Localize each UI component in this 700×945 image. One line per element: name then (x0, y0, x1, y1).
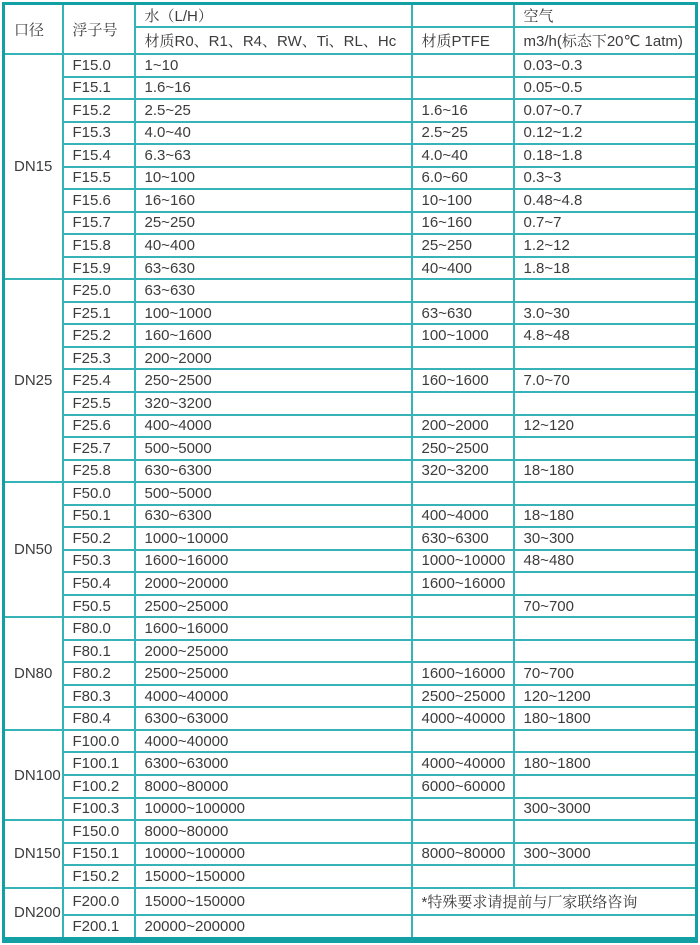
cell-float-no: F15.5 (63, 167, 135, 190)
cell-air: 180~1800 (514, 752, 697, 775)
cell-float-no: F15.9 (63, 257, 135, 280)
cell-water-metal: 1.6~16 (135, 77, 412, 100)
table-row (4, 888, 697, 915)
cell-water-metal: 10000~100000 (135, 798, 412, 821)
cell-water-ptfe: 1600~16000 (412, 662, 514, 685)
table-row (4, 685, 697, 708)
cell-air (514, 279, 697, 302)
cell-air (514, 347, 697, 370)
cell-water-ptfe: 250~2500 (412, 437, 514, 460)
cell-float-no: F15.2 (63, 99, 135, 122)
cell-water-ptfe: 400~4000 (412, 505, 514, 528)
cell-air: 300~3000 (514, 843, 697, 866)
table-row (4, 730, 697, 753)
cell-water-metal: 2000~20000 (135, 572, 412, 595)
cell-water-ptfe (412, 482, 514, 505)
cell-float-no: F100.2 (63, 775, 135, 798)
flowmeter-spec-table (2, 2, 698, 943)
table-row (4, 54, 697, 77)
cell-water-metal: 8000~80000 (135, 820, 412, 843)
cell-float-no: F80.0 (63, 617, 135, 640)
cell-water-ptfe: 63~630 (412, 302, 514, 325)
cell-float-no: F25.5 (63, 392, 135, 415)
cell-diameter: DN50 (4, 482, 63, 617)
cell-water-metal: 6.3~63 (135, 144, 412, 167)
cell-water-ptfe: 16~160 (412, 212, 514, 235)
header-water-ptfe: 材质PTFE (412, 27, 514, 54)
cell-water-ptfe: 2500~25000 (412, 685, 514, 708)
cell-float-no: F150.0 (63, 820, 135, 843)
header-air: 空气 (514, 4, 697, 28)
cell-float-no: F25.3 (63, 347, 135, 370)
cell-water-metal: 630~6300 (135, 505, 412, 528)
header-diameter: 口径 (4, 4, 63, 55)
table-row (4, 212, 697, 235)
cell-float-no: F50.4 (63, 572, 135, 595)
cell-air: 48~480 (514, 550, 697, 573)
cell-float-no: F80.2 (63, 662, 135, 685)
table-row (4, 77, 697, 100)
cell-water-ptfe (412, 617, 514, 640)
cell-diameter: DN200 (4, 888, 63, 940)
cell-water-metal: 6300~63000 (135, 707, 412, 730)
header-water: 水（L/H） (135, 4, 412, 28)
table-row (4, 302, 697, 325)
table-row (4, 369, 697, 392)
cell-water-metal: 15000~150000 (135, 865, 412, 888)
cell-air: 180~1800 (514, 707, 697, 730)
cell-float-no: F150.2 (63, 865, 135, 888)
cell-air: 12~120 (514, 415, 697, 438)
cell-air (514, 640, 697, 663)
cell-air (514, 820, 697, 843)
cell-air: 0.05~0.5 (514, 77, 697, 100)
cell-water-ptfe: 100~1000 (412, 324, 514, 347)
cell-water-metal: 4000~40000 (135, 730, 412, 753)
table-row (4, 527, 697, 550)
cell-water-ptfe (412, 640, 514, 663)
table-row (4, 798, 697, 821)
cell-air (514, 617, 697, 640)
cell-water-metal: 25~250 (135, 212, 412, 235)
cell-float-no: F15.0 (63, 54, 135, 77)
cell-float-no: F25.8 (63, 460, 135, 483)
cell-water-ptfe: 25~250 (412, 234, 514, 257)
cell-water-metal: 320~3200 (135, 392, 412, 415)
cell-air (514, 572, 697, 595)
table-row (4, 820, 697, 843)
cell-air (514, 730, 697, 753)
header-air-unit: m3/h(标态下20℃ 1atm) (514, 27, 697, 54)
cell-air: 0.18~1.8 (514, 144, 697, 167)
cell-air: 70~700 (514, 595, 697, 618)
cell-water-ptfe: 4000~40000 (412, 707, 514, 730)
table-row (4, 324, 697, 347)
cell-water-ptfe (412, 865, 514, 888)
cell-float-no: F80.3 (63, 685, 135, 708)
table-row (4, 257, 697, 280)
cell-water-ptfe: 1600~16000 (412, 572, 514, 595)
cell-air (514, 482, 697, 505)
cell-water-metal: 500~5000 (135, 482, 412, 505)
cell-float-no: F15.1 (63, 77, 135, 100)
table-row (4, 707, 697, 730)
cell-water-ptfe: 160~1600 (412, 369, 514, 392)
table-row (4, 843, 697, 866)
cell-water-metal: 15000~150000 (135, 888, 412, 915)
cell-air: 0.48~4.8 (514, 189, 697, 212)
cell-air: 1.8~18 (514, 257, 697, 280)
cell-water-ptfe (412, 798, 514, 821)
cell-water-ptfe (412, 392, 514, 415)
cell-diameter: DN25 (4, 279, 63, 482)
cell-water-ptfe: 8000~80000 (412, 843, 514, 866)
cell-float-no: F200.0 (63, 888, 135, 915)
cell-air: 0.03~0.3 (514, 54, 697, 77)
cell-note: *特殊要求请提前与厂家联络咨询 (412, 888, 697, 915)
cell-water-ptfe: 40~400 (412, 257, 514, 280)
cell-float-no: F25.0 (63, 279, 135, 302)
table-row (4, 915, 697, 940)
cell-water-ptfe: 320~3200 (412, 460, 514, 483)
cell-water-metal: 1000~10000 (135, 527, 412, 550)
cell-water-ptfe: 6000~60000 (412, 775, 514, 798)
cell-air: 7.0~70 (514, 369, 697, 392)
cell-water-ptfe (412, 347, 514, 370)
cell-float-no: F100.0 (63, 730, 135, 753)
cell-water-metal: 10000~100000 (135, 843, 412, 866)
cell-water-ptfe: 1.6~16 (412, 99, 514, 122)
cell-float-no: F150.1 (63, 843, 135, 866)
cell-float-no: F50.5 (63, 595, 135, 618)
cell-air: 30~300 (514, 527, 697, 550)
cell-water-metal: 6300~63000 (135, 752, 412, 775)
cell-diameter: DN100 (4, 730, 63, 820)
table-header (4, 4, 697, 55)
cell-float-no: F25.1 (63, 302, 135, 325)
table-row (4, 122, 697, 145)
table-row (4, 865, 697, 888)
cell-float-no: F80.1 (63, 640, 135, 663)
cell-water-ptfe (412, 279, 514, 302)
cell-air: 0.07~0.7 (514, 99, 697, 122)
table-row (4, 347, 697, 370)
table-row (4, 775, 697, 798)
cell-float-no: F15.3 (63, 122, 135, 145)
cell-water-metal: 20000~200000 (135, 915, 412, 940)
cell-diameter: DN80 (4, 617, 63, 730)
table-row (4, 279, 697, 302)
cell-water-ptfe: 200~2000 (412, 415, 514, 438)
cell-water-metal: 400~4000 (135, 415, 412, 438)
cell-water-ptfe: 1000~10000 (412, 550, 514, 573)
cell-water-ptfe: 4000~40000 (412, 752, 514, 775)
cell-air: 0.7~7 (514, 212, 697, 235)
cell-water-metal: 2500~25000 (135, 662, 412, 685)
header-water-metal: 材质R0、R1、R4、RW、Ti、RL、Hc (135, 27, 412, 54)
cell-air (514, 392, 697, 415)
table-body (4, 54, 697, 940)
cell-diameter: DN15 (4, 54, 63, 279)
cell-water-metal: 2500~25000 (135, 595, 412, 618)
cell-water-metal: 40~400 (135, 234, 412, 257)
cell-air: 120~1200 (514, 685, 697, 708)
cell-water-metal: 1600~16000 (135, 617, 412, 640)
cell-water-metal: 1600~16000 (135, 550, 412, 573)
table-row (4, 572, 697, 595)
cell-water-ptfe: 2.5~25 (412, 122, 514, 145)
header-row-1 (4, 4, 697, 28)
cell-float-no: F50.3 (63, 550, 135, 573)
table-row (4, 437, 697, 460)
cell-water-ptfe (412, 595, 514, 618)
cell-water-metal: 500~5000 (135, 437, 412, 460)
cell-water-metal: 8000~80000 (135, 775, 412, 798)
table-row (4, 167, 697, 190)
cell-water-ptfe (412, 77, 514, 100)
cell-float-no: F25.7 (63, 437, 135, 460)
cell-water-ptfe: 10~100 (412, 189, 514, 212)
cell-air: 0.12~1.2 (514, 122, 697, 145)
cell-diameter: DN150 (4, 820, 63, 888)
table-row (4, 640, 697, 663)
table-row (4, 550, 697, 573)
table-row (4, 99, 697, 122)
cell-water-metal: 16~160 (135, 189, 412, 212)
table-row (4, 505, 697, 528)
table-row (4, 234, 697, 257)
header-water-spacer (412, 4, 514, 28)
table-row (4, 189, 697, 212)
cell-float-no: F80.4 (63, 707, 135, 730)
cell-float-no: F25.2 (63, 324, 135, 347)
table-row (4, 595, 697, 618)
cell-float-no: F50.2 (63, 527, 135, 550)
cell-float-no: F100.1 (63, 752, 135, 775)
cell-air (514, 865, 697, 888)
cell-water-metal: 200~2000 (135, 347, 412, 370)
cell-air: 18~180 (514, 505, 697, 528)
table-row (4, 460, 697, 483)
table-row (4, 752, 697, 775)
cell-water-ptfe (412, 730, 514, 753)
table-row (4, 617, 697, 640)
cell-water-metal: 2000~25000 (135, 640, 412, 663)
cell-float-no: F25.6 (63, 415, 135, 438)
table-row (4, 482, 697, 505)
cell-air: 70~700 (514, 662, 697, 685)
cell-float-no: F50.1 (63, 505, 135, 528)
header-float-no: 浮子号 (63, 4, 135, 55)
cell-note (412, 915, 697, 940)
cell-float-no: F15.8 (63, 234, 135, 257)
cell-water-ptfe (412, 54, 514, 77)
cell-float-no: F200.1 (63, 915, 135, 940)
cell-water-ptfe: 630~6300 (412, 527, 514, 550)
table-row (4, 415, 697, 438)
cell-water-ptfe: 4.0~40 (412, 144, 514, 167)
cell-air: 4.8~48 (514, 324, 697, 347)
cell-air: 18~180 (514, 460, 697, 483)
cell-water-metal: 100~1000 (135, 302, 412, 325)
cell-float-no: F15.6 (63, 189, 135, 212)
cell-water-metal: 10~100 (135, 167, 412, 190)
table-row (4, 144, 697, 167)
cell-water-metal: 250~2500 (135, 369, 412, 392)
cell-water-metal: 1~10 (135, 54, 412, 77)
table-row (4, 392, 697, 415)
cell-water-metal: 2.5~25 (135, 99, 412, 122)
cell-water-metal: 160~1600 (135, 324, 412, 347)
cell-air: 300~3000 (514, 798, 697, 821)
cell-water-ptfe (412, 820, 514, 843)
cell-float-no: F15.4 (63, 144, 135, 167)
cell-float-no: F50.0 (63, 482, 135, 505)
cell-water-metal: 4000~40000 (135, 685, 412, 708)
cell-water-metal: 63~630 (135, 279, 412, 302)
cell-air (514, 437, 697, 460)
table-row (4, 662, 697, 685)
cell-water-metal: 63~630 (135, 257, 412, 280)
cell-water-ptfe: 6.0~60 (412, 167, 514, 190)
cell-float-no: F25.4 (63, 369, 135, 392)
cell-air: 3.0~30 (514, 302, 697, 325)
cell-water-metal: 4.0~40 (135, 122, 412, 145)
cell-air: 0.3~3 (514, 167, 697, 190)
cell-float-no: F100.3 (63, 798, 135, 821)
cell-air: 1.2~12 (514, 234, 697, 257)
cell-float-no: F15.7 (63, 212, 135, 235)
cell-air (514, 775, 697, 798)
cell-water-metal: 630~6300 (135, 460, 412, 483)
